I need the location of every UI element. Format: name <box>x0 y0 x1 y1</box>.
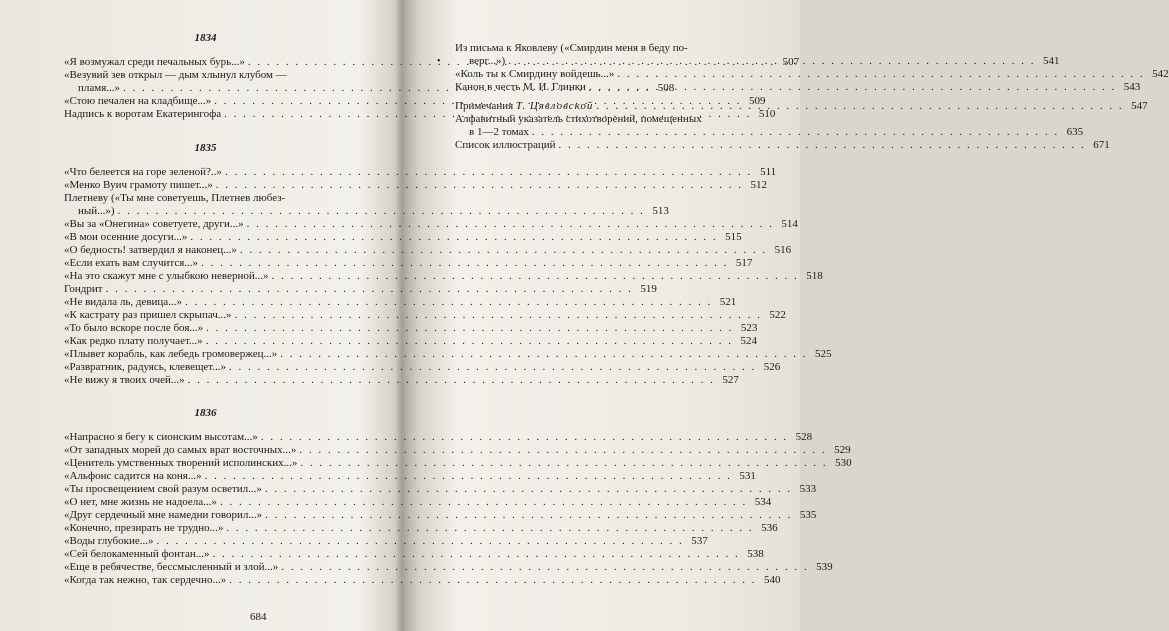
entry-title-continued: пламя...» <box>78 82 121 94</box>
entry-title: «Воды глубокие...» <box>64 535 154 547</box>
leader-dots <box>202 470 732 483</box>
entry-title-line: «Везувий зев открыл — дым хлынул клубом — <box>64 69 287 81</box>
page-number: 529 <box>834 444 851 456</box>
page-number: 508 <box>657 82 675 94</box>
entry-title: Надпись к воротам Екатерингофа <box>64 108 222 120</box>
print-mark: • <box>437 56 441 67</box>
entry-title: «Плывет корабль, как лебедь громовержец...» <box>64 348 278 360</box>
toc-entry <box>64 431 813 444</box>
leader-dots <box>278 561 808 574</box>
toc-entry <box>64 296 737 309</box>
entry-title: «Еще в ребячестве, бессмысленный и злой...» <box>64 561 279 573</box>
entry-title: Канон в честь М. И. Глинки <box>455 81 586 93</box>
page-number: 533 <box>799 483 817 495</box>
page-number: 543 <box>1123 81 1141 93</box>
entry-title: «Когда так нежно, так сердечно...» <box>64 574 227 586</box>
entry-title: «Друг сердечный мне намедни говорил...» <box>64 509 263 521</box>
page-number: 519 <box>640 283 657 295</box>
leader-dots <box>217 496 747 509</box>
leader-dots <box>232 309 762 322</box>
toc-entry <box>64 483 817 496</box>
page-number: 542 <box>1152 68 1169 80</box>
leader-dots <box>593 100 1123 113</box>
toc-entry <box>64 244 792 257</box>
page-number: 515 <box>725 231 742 243</box>
toc-entry <box>64 374 739 387</box>
page-number: 539 <box>816 561 833 573</box>
entry-title: «О бедность! затвердил я наконец...» <box>64 244 237 256</box>
notes-author: Т. Цявловской <box>515 100 594 112</box>
entry-title: «К кастрату раз пришел скрыпач...» <box>64 309 232 321</box>
toc-entry <box>64 496 772 509</box>
toc-entry <box>64 218 798 231</box>
leader-dots <box>258 431 788 444</box>
entry-title: «Сей белокаменный фонтан...» <box>64 548 210 560</box>
leader-dots <box>529 126 1059 139</box>
toc-entry <box>455 68 1169 81</box>
toc-entry <box>64 522 778 535</box>
leader-dots <box>203 322 733 335</box>
entry-title: «Напрасно я бегу к сионским высотам...» <box>64 431 258 443</box>
toc-entry-index <box>455 126 1084 139</box>
entry-title-line: Плетневу («Ты мне советуешь, Плетнев любез- <box>64 192 286 204</box>
leader-dots <box>297 457 827 470</box>
page-number: 517 <box>735 257 753 269</box>
entry-title: «В мои осенние досуги...» <box>64 231 188 243</box>
page-number: 516 <box>774 244 792 256</box>
page-number: 635 <box>1066 126 1084 138</box>
page-number: 536 <box>761 522 778 534</box>
page-number: 521 <box>719 296 737 308</box>
page-number: 518 <box>806 270 823 282</box>
entry-title: «Коль ты к Смирдину войдешь...» <box>455 68 615 80</box>
page-number: 511 <box>760 166 777 178</box>
page-number: 510 <box>758 108 776 120</box>
toc-entry <box>64 309 786 322</box>
entry-title: «Если ехать вам случится...» <box>64 257 199 269</box>
leader-dots <box>296 444 826 457</box>
leader-dots <box>505 55 1035 68</box>
toc-section-1836 <box>64 431 852 587</box>
page-number: 531 <box>739 470 756 482</box>
page-number: 527 <box>722 374 739 386</box>
toc-entry <box>64 348 832 361</box>
entry-title: «Ты просвещением свой разум осветил...» <box>64 483 262 495</box>
toc-entry-illustrations <box>455 139 1110 152</box>
leader-dots <box>244 218 774 231</box>
page-number: 509 <box>749 95 766 107</box>
toc-entry <box>64 283 657 296</box>
entry-title: «Что белеется на горе зеленой?..» <box>64 166 222 178</box>
leader-dots <box>203 335 733 348</box>
toc-entry <box>64 231 742 244</box>
entry-title-continued: ный...») <box>78 205 115 217</box>
page-number: 535 <box>799 509 817 521</box>
page-number: 537 <box>691 535 708 547</box>
leader-dots <box>103 283 633 296</box>
page-number: 534 <box>754 496 772 508</box>
page-number: 514 <box>781 218 798 230</box>
leader-dots <box>154 535 684 548</box>
leader-dots <box>185 374 715 387</box>
leader-dots <box>614 68 1144 81</box>
page-number: 528 <box>795 431 813 443</box>
page-folio: 684 <box>250 611 267 623</box>
leader-dots <box>268 270 798 283</box>
page-number: 526 <box>763 361 781 373</box>
leader-dots <box>586 81 1116 94</box>
leader-dots <box>198 257 728 270</box>
entry-title: Гондрит <box>64 283 103 295</box>
toc-entry <box>64 335 757 348</box>
entry-title: «Не вижу я твоих очей...» <box>64 374 185 386</box>
entry-title: «Не видала ль, девица...» <box>64 296 182 308</box>
year-heading-1835: 1835 <box>194 142 217 154</box>
toc-entry <box>64 361 781 374</box>
entry-title: «Как редко плату получает...» <box>64 335 203 347</box>
entry-title: «Стою печален на кладбище...» <box>64 95 212 107</box>
page-number: 512 <box>750 179 768 191</box>
toc-entry <box>64 166 777 179</box>
entry-title: Список иллюстраций <box>455 139 556 151</box>
toc-entry <box>64 270 823 283</box>
toc-entry <box>64 561 833 574</box>
toc-entry <box>64 535 708 548</box>
entry-title: «От западных морей до самых врат восточных...» <box>64 444 297 456</box>
toc-entry <box>64 457 852 470</box>
entry-title-continued: верг...») <box>469 55 506 67</box>
toc-entry <box>64 179 768 192</box>
toc-entry <box>64 444 851 457</box>
entry-title: «На это скажут мне с улыбкою неверной...» <box>64 270 269 282</box>
toc-entry <box>64 509 817 522</box>
page-number: 530 <box>835 457 852 469</box>
entry-title: «Альфонс садится на коня...» <box>64 470 202 482</box>
toc-entry <box>64 322 758 335</box>
leader-dots <box>277 348 807 361</box>
leader-dots <box>182 296 712 309</box>
page-number: 540 <box>763 574 781 586</box>
page-number: 671 <box>1093 139 1110 151</box>
leader-dots <box>226 574 756 587</box>
notes-label: Примечания <box>455 100 516 112</box>
entry-title-continued: в 1—2 томах <box>469 126 529 138</box>
toc-section-1835 <box>64 166 832 387</box>
page-number: 507 <box>782 56 800 68</box>
toc-entry <box>64 470 756 483</box>
entry-title: «Конечно, презирать не трудно...» <box>64 522 224 534</box>
page-number: 538 <box>747 548 764 560</box>
leader-dots <box>556 139 1086 152</box>
page-number: 525 <box>814 348 832 360</box>
leader-dots <box>222 166 752 179</box>
leader-dots <box>237 244 767 257</box>
entry-title: «Ценитель умственных творений исполинских...» <box>64 457 298 469</box>
toc-entry <box>455 81 1141 94</box>
page-number: 547 <box>1131 100 1148 112</box>
toc-entry <box>64 257 753 270</box>
leader-dots <box>187 231 717 244</box>
leader-dots <box>213 179 743 192</box>
entry-title: «Я возмужал среди печальных бурь...» <box>64 56 245 68</box>
leader-dots <box>262 509 792 522</box>
toc-entry <box>64 548 764 561</box>
entry-title: «Вы за «Онегина» советуете, други...» <box>64 218 244 230</box>
entry-title: «Менко Вуич грамоту пишет...» <box>64 179 213 191</box>
entry-title-line: Из письма к Яковлеву («Смирдин меня в беду по- <box>455 42 688 54</box>
leader-dots <box>115 205 645 218</box>
page-number: 522 <box>769 309 786 321</box>
entry-title <box>455 100 593 113</box>
leader-dots <box>223 522 753 535</box>
leader-dots <box>262 483 792 496</box>
entry-title: «То было вскоре после боя...» <box>64 322 204 334</box>
page-number: 523 <box>740 322 758 334</box>
leader-dots <box>210 548 740 561</box>
page-number: 513 <box>652 205 669 217</box>
year-heading-1836: 1836 <box>194 407 217 419</box>
page-number: 524 <box>740 335 757 347</box>
toc-entry <box>64 205 669 218</box>
entry-title: «О нет, мне жизнь не надоела...» <box>64 496 217 508</box>
entry-title-line: Алфавитный указатель стихотворений, помещенных <box>455 113 702 125</box>
leader-dots <box>226 361 756 374</box>
year-heading-1834: 1834 <box>194 32 217 44</box>
page-number: 541 <box>1042 55 1060 67</box>
toc-entry <box>64 574 781 587</box>
entry-title: «Развратник, радуясь, клевещет...» <box>64 361 227 373</box>
